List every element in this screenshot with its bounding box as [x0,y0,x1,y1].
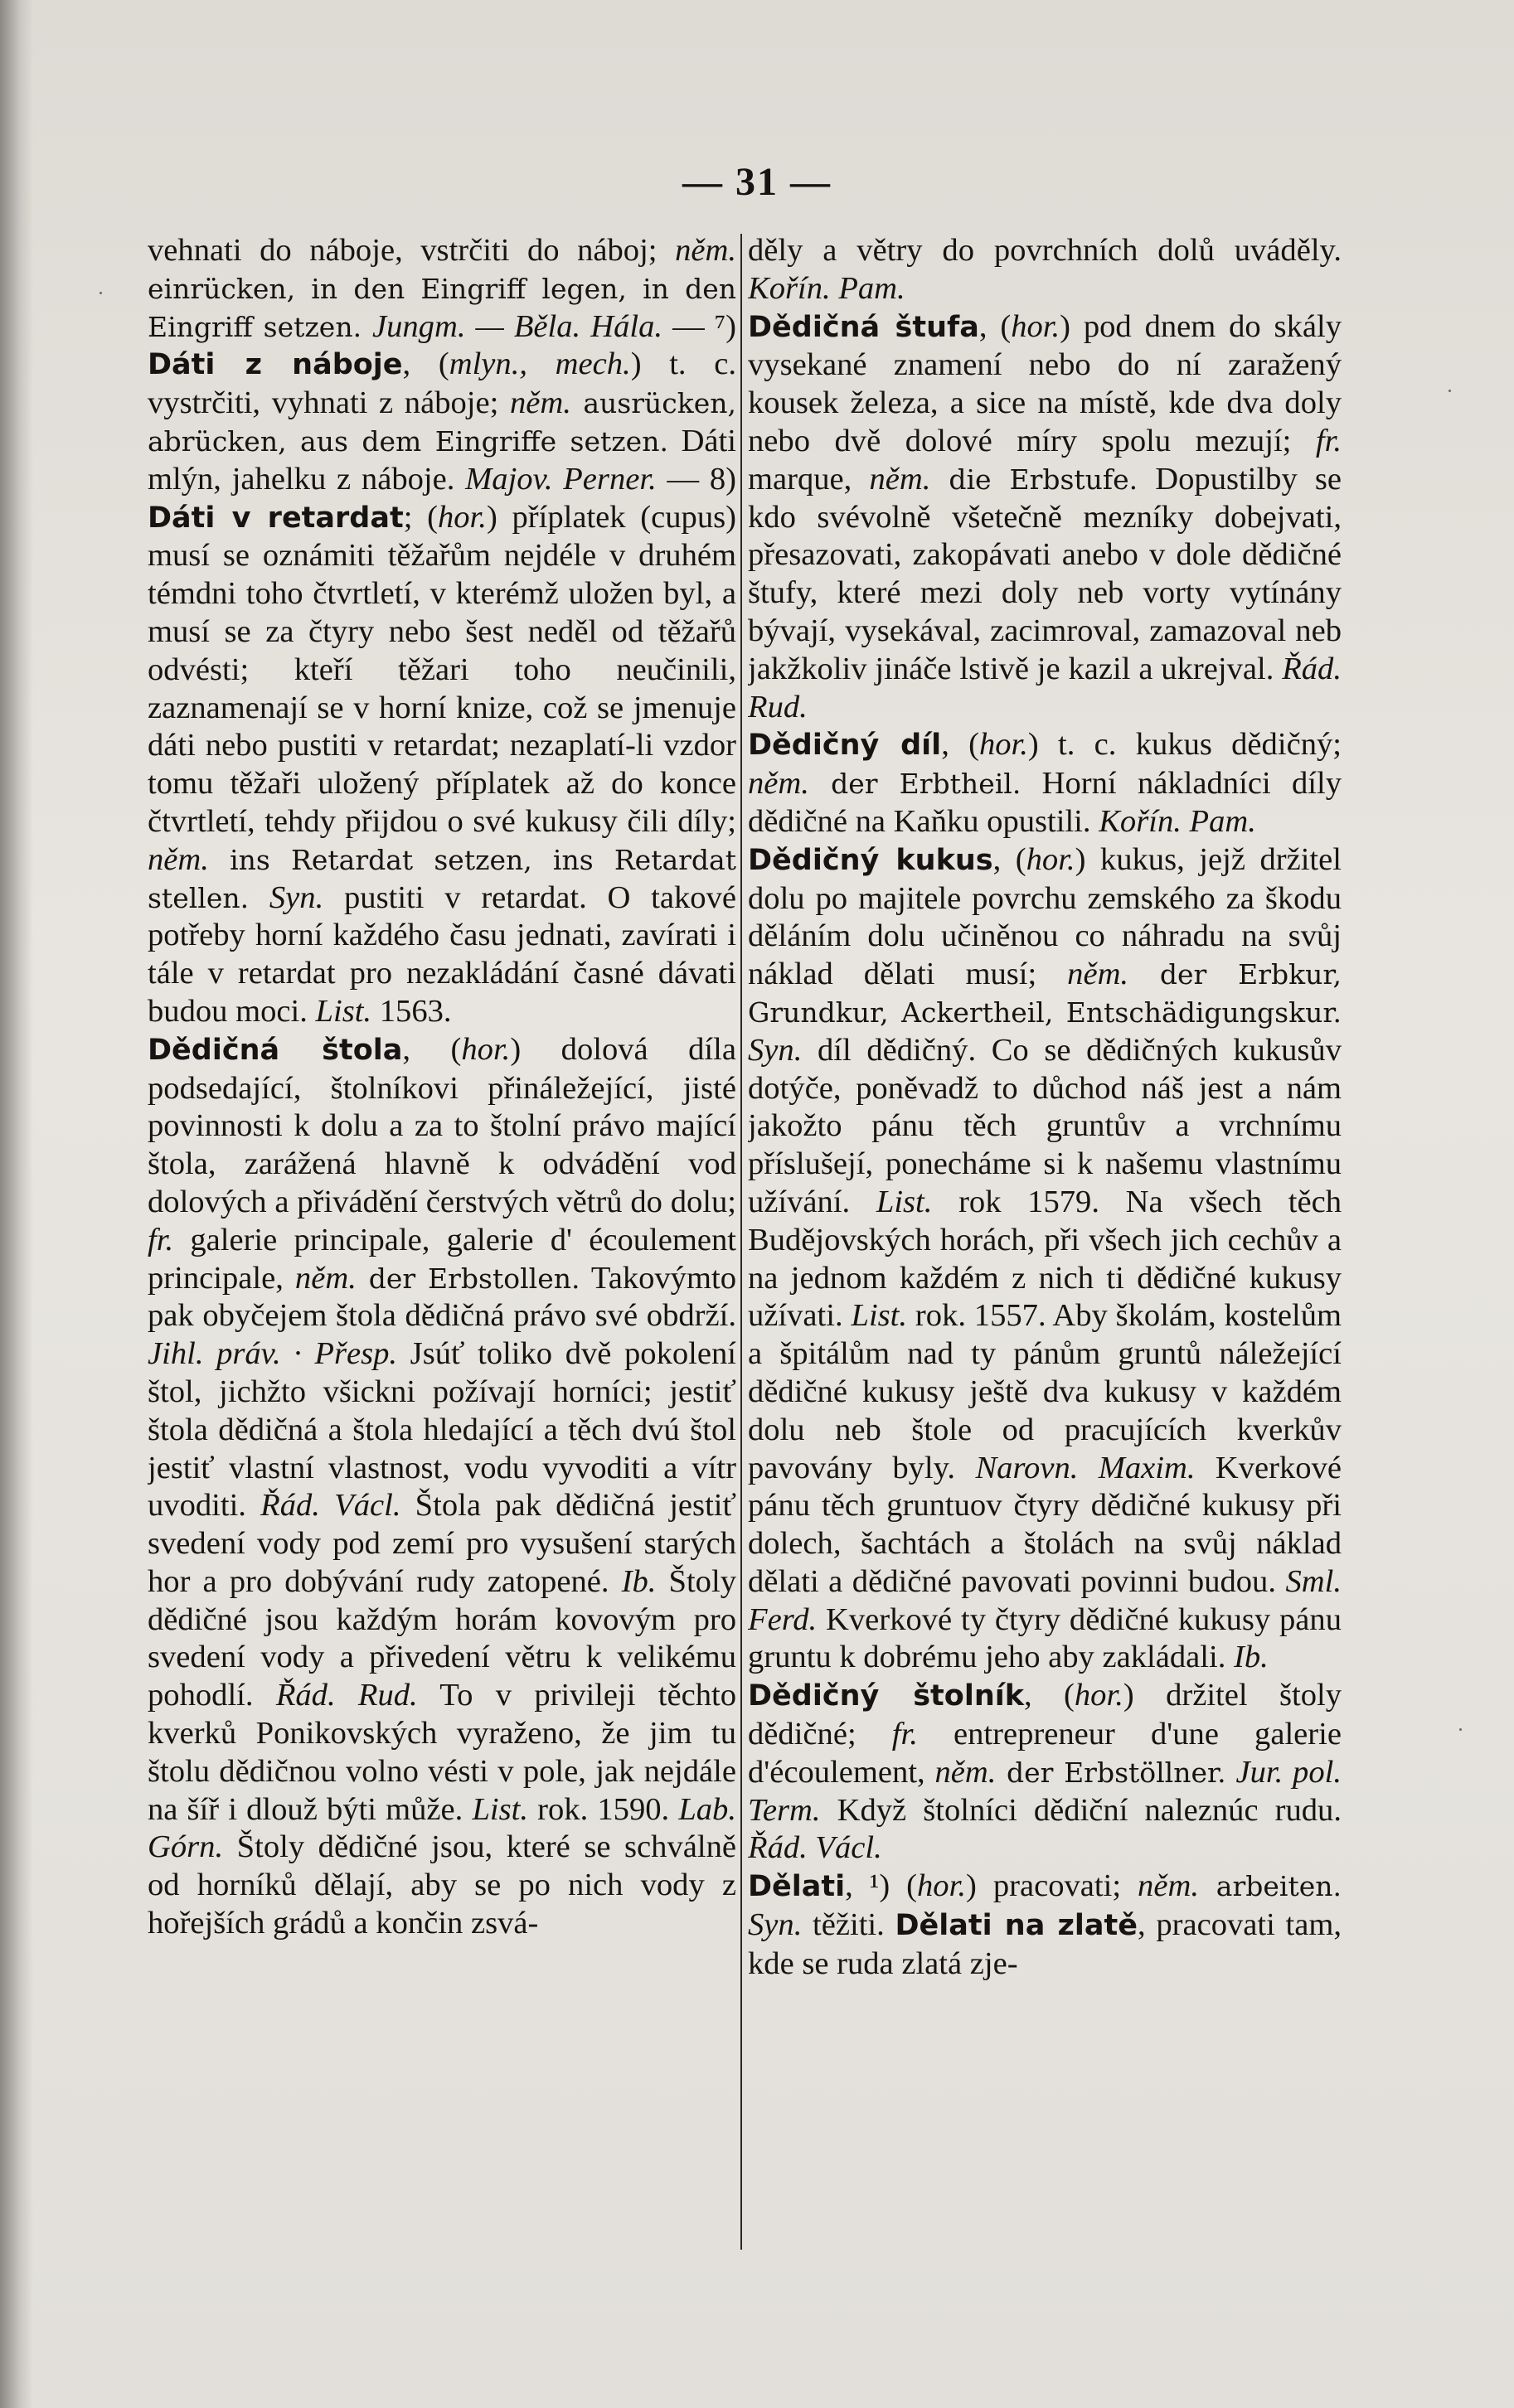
body-text: ) t. c. kukus dědičný; [1027,727,1342,763]
body-text: rok 1579. Na všech těch Budějovských horách, při všech jich cechův a na jednom každém z nich ti dědičné kukusy užívati. [748,1184,1342,1334]
abbreviation: Ib. [1234,1640,1269,1675]
body-text: Takovýmto pak obyčejem štola dědičná právo své obdrží. [148,1260,736,1334]
paragraph [748,726,1342,841]
abbreviation: něm. [675,233,736,268]
abbreviation: fr. [148,1222,174,1257]
body-text: pustiti v retardat. O takové potřeby horní každého času jednati, zavírati i tále v retardat pro nezakládání časné dávati budou moci. [148,879,736,1029]
body-text: , ( [978,308,1012,344]
entry-headword: Dědičná štufa [748,310,979,344]
entry-headword: Dědičná štola [148,1033,403,1067]
body-text: Horní nákladníci díly dědičné na Kaňku opustili. [748,766,1342,839]
abbreviation: List. [472,1791,529,1827]
body-text: 1563. [371,993,452,1029]
entry-headword: Dáti z náboje [148,348,403,382]
abbreviation: něm. [509,385,571,421]
abbreviation: List. [876,1184,933,1219]
body-text: Kverkové pánu těch gruntuov čtyry dědičné kukusy při dolech, šachtách a štolách na svůj náklad dělati a dědičné pavovati povinni budou. [748,1450,1342,1599]
scan-speck [99,292,102,294]
body-text: , ¹) ( [845,1868,918,1904]
paragraph [748,1677,1342,1868]
body-text: Štoly dědičné jsou každým horám kovovým pro svedení vody a přivedení větru k velikému pohodlí. [148,1563,736,1713]
abbreviation: hor. [1011,308,1060,344]
german-gloss: der Erbtheil. [808,768,1021,801]
abbreviation: Jungm. — Běla. Hála. [371,308,663,344]
body-text: rok. 1590. [528,1791,679,1827]
abbreviation: něm. [934,1754,997,1790]
abbreviation: něm. [1067,957,1129,992]
abbreviation: List. [851,1298,908,1334]
abbreviation: něm. [1138,1868,1199,1904]
scan-speck [1459,1728,1462,1731]
body-text: , ( [992,841,1026,877]
body-text [1226,1755,1236,1790]
body-text: Dáti mlýn, jahelku z náboje. [148,423,736,497]
abbreviation: hor. [917,1868,966,1904]
body-text: vehnati do náboje, vstrčiti do náboj; [148,233,676,268]
right-column [748,232,1342,2255]
abbreviation: Řád. Rud. [275,1678,418,1713]
abbreviation: Řád. Rud. [748,651,1342,724]
entry-headword: Dědičný kukus [748,843,993,877]
german-gloss: ins Retardat setzen, ins Retardat stellen. [148,843,736,914]
body-text: entrepreneur d'une galerie d'écoulement, [748,1717,1342,1790]
german-gloss: der Erbstollen. [356,1262,580,1295]
abbreviation: něm. [869,461,931,497]
paragraph [748,841,1342,1678]
entry-headword: Dáti v retardat [148,501,404,535]
abbreviation: hor. [1026,841,1075,877]
body-text: , ( [941,727,979,763]
abbreviation: Jur. pol. Term. [748,1754,1342,1828]
column-divider [740,234,742,2250]
abbreviation: Kořín. Pam. [748,270,905,306]
body-text: ) držitel štoly dědičné; [748,1678,1342,1752]
abbreviation: Jihl. práv. · Přesp. [148,1336,398,1372]
german-gloss: der Erbstöllner. [996,1756,1226,1789]
abbreviation: fr. [1315,423,1342,458]
paragraph [148,1031,736,1943]
body-text: Dopustilby se kdo svévolně všetečně mezníky dobejvati, přesazovati, zakopávati anebo v dole dědičné štufy, které mezi doly neb vorty vytínány bývají, vysekával, zacimroval, zamazoval neb jakžkoliv jináče lstivě je kazil a ukrejval. [748,461,1342,686]
abbreviation: Syn. [269,879,324,915]
abbreviation: Řád. Václ. [260,1488,401,1524]
abbreviation: hor. [1074,1678,1123,1713]
german-gloss: einrücken, in den Eingriff legen, in den Eingriff setzen. [148,272,736,343]
body-text: ) t. c. vystrčiti, vyhnati z náboje; [148,346,736,421]
abbreviation: Syn. [748,1032,803,1068]
body-text: — 8) [656,461,736,497]
entry-headword: Dědičný štolník [748,1679,1025,1713]
abbreviation: Syn. [748,1907,803,1943]
entry-headword: Dělati na zlatě [895,1909,1138,1943]
abbreviation: něm. [748,766,809,802]
entry-headword: Dělati [748,1870,846,1904]
body-text: Když štolníci dědiční naleznúc rudu. [820,1792,1342,1828]
body-text: těžiti. [802,1907,895,1943]
body-text: galerie principale, galerie d' écoulement principale, [148,1222,736,1296]
body-text: Jsúť toliko dvě pokolení štol, jichžto všickni požívají horníci; jestiť štola dědičná a štola hledající a těch dvú štol jestiť vlastní vlastnost, vodu vyvoditi a vítr uvoditi. [148,1336,736,1524]
abbreviation: hor. [978,727,1028,763]
body-text: Kverkové ty čtyry dědičné kukusy pánu gruntu k dobrému jeho aby zakládali. [748,1601,1342,1675]
body-text: ) kukus, jejž držitel dolu po majitele povrchu zemského za škodu děláním dolu učiněnou co náhradu na svůj náklad dělati musí; [748,841,1342,992]
paragraph [748,1868,1342,1983]
body-text: díl dědičný. Co se dědičných kukusův dotýče, poněvadž to důchod náš jest a nám jakožto pánu těch gruntův a vrchnímu příslušejí, ponecháme si k našemu vlastnímu užívání. [748,1032,1342,1219]
body-text: , ( [402,346,449,382]
german-gloss: der Erbkur, Grundkur, Ackertheil, Entschädigungskur. [748,958,1342,1029]
page-number: — 31 — [682,160,832,204]
body-text: ) pracovati; [965,1868,1138,1904]
body-text: ) dolová díla podsedající, štolníkovi přináležející, jisté povinnosti k dolu a za to štolní právo mající štola, zarážená hlavně k odvádění vod dolových a přivádění čerstvých větrů do dolu; [148,1031,736,1219]
body-text: děly a větry do povrchních dolů uváděly. [748,233,1342,268]
paragraph [148,232,736,1031]
abbreviation: hor. [461,1031,511,1067]
abbreviation: Sml. Ferd. [748,1563,1342,1637]
body-text: — ⁷) [662,308,736,344]
abbreviation: List. [315,993,372,1029]
body-text: Štola pak dědičná jestiť svedení vody pod zemí pro vysušení starých hor a pro dobývání rudy zatopené. [148,1488,736,1599]
abbreviation: Narovn. Maxim. [975,1450,1196,1485]
body-text [249,880,269,915]
paragraph [748,308,1342,727]
german-gloss: arbeiten. [1198,1870,1342,1903]
left-column [148,232,736,2255]
abbreviation: něm. [148,841,209,877]
german-gloss: ausrücken, abrücken, aus dem Eingriffe setzen. [148,387,736,458]
body-text: marque, [748,461,870,497]
abbreviation: něm. [294,1260,357,1296]
body-text: ; ( [403,499,438,535]
body-text: , ( [402,1031,462,1067]
body-text: Štoly dědičné jsou, které se schválně od horníků dělají, aby se po nich vody z hořejších grádů a končin zsvá- [148,1829,736,1941]
body-text: ) pod dnem do skály vysekané znamení nebo do ní zaražený kousek železa, a sice na místě, kde dva doly nebo dvě dolové míry spolu mezují; [748,308,1342,458]
abbreviation: fr. [891,1717,918,1752]
body-text: , pracovati tam, kde se ruda zlatá zje- [748,1907,1342,1981]
body-text: rok. 1557. Aby školám, kostelům a špitálům nad ty pánům gruntů náležející dědičné kukusy ještě dva kukusy v každém dolu neb štole od pracujících kverkův pavovány byly. [748,1298,1342,1485]
abbreviation: Kořín. Pam. [1099,803,1256,839]
abbreviation: mlyn., mech. [449,346,631,382]
body-text: , ( [1024,1678,1075,1713]
german-gloss: die Erbstufe. [930,463,1138,496]
abbreviation: hor. [437,499,487,535]
abbreviation: Lab. Górn. [148,1791,736,1865]
body-text: ) příplatek (cupus) musí se oznámiti těžařům nejdéle v druhém témdni toho čtvrtletí, v kterémž uložen byl, a musí se za čtyry nebo šest neděl od těžařů odvésti; kteří těžari toho neučinili, zaznamenají se v horní knize, což se jmenuje dáti nebo pustiti v retardat; nezaplatí-li vzdor tomu těžaři uložený příplatek až do konce čtvrtletí, tehdy přijdou o své kukusy čili díly; [148,499,736,839]
abbreviation: Řád. Václ. [748,1830,882,1866]
abbreviation: Ib. [621,1563,657,1599]
entry-headword: Dědičný díl [748,729,942,763]
body-text: To v privileji těchto kverků Ponikovských vyraženo, že jim tu štolu dědičnou volno vésti v pole, jak nejdále na šíř i dlouž býti může. [148,1678,736,1827]
scan-speck [1448,390,1451,392]
abbreviation: Majov. Perner. [465,461,657,497]
paragraph [748,232,1342,308]
page-edge-shadow [0,0,33,2408]
